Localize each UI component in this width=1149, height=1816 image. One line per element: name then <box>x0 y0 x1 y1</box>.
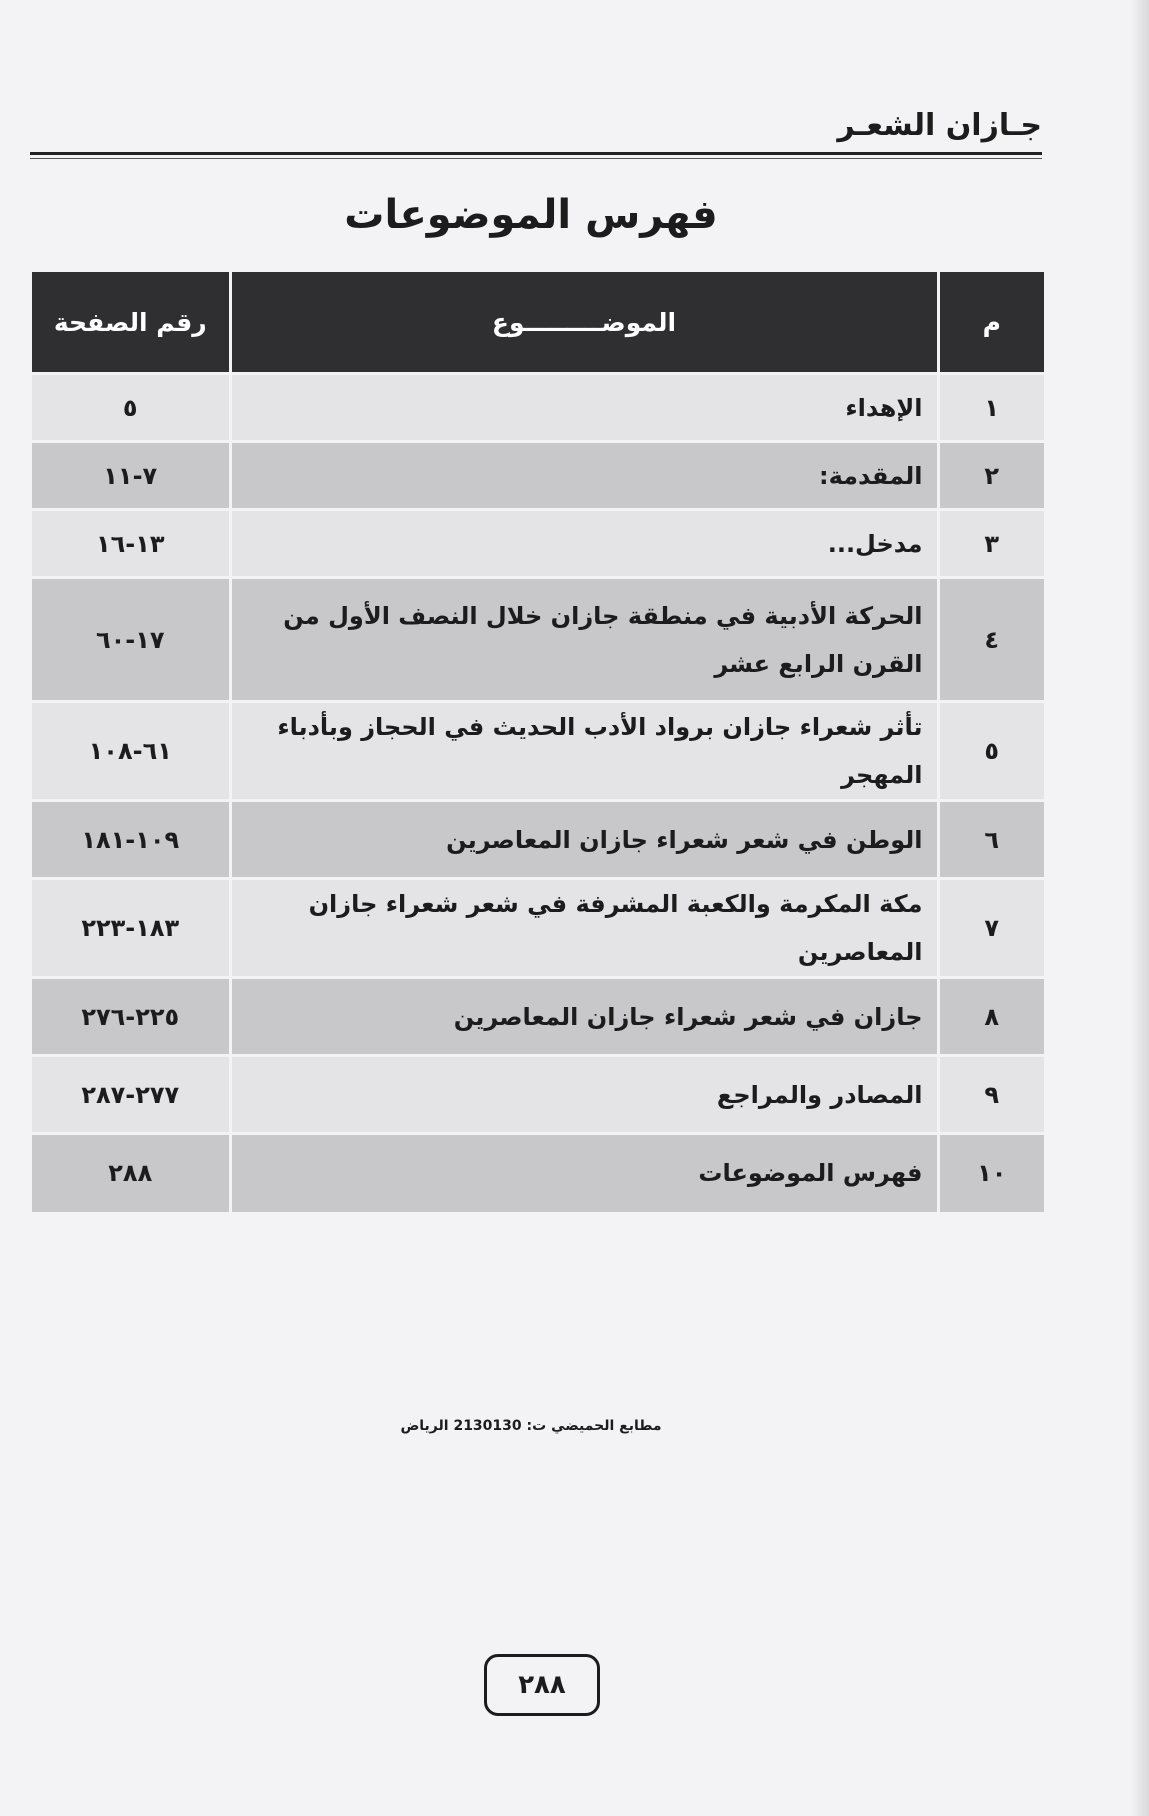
row-topic: الوطن في شعر شعراء جازان المعاصرين <box>230 801 938 879</box>
row-number: ٩ <box>938 1056 1044 1134</box>
table-row <box>32 374 1044 442</box>
table-row <box>32 801 1044 879</box>
row-topic: جازان في شعر شعراء جازان المعاصرين <box>230 978 938 1056</box>
table-row <box>32 442 1044 510</box>
printer-imprint: مطابع الحميضي ت: 2130130 الرياض <box>400 1418 662 1434</box>
row-pages: ١٨٣-٢٢٣ <box>32 879 230 978</box>
row-topic: تأثر شعراء جازان برواد الأدب الحديث في الحجاز وبأدباء المهجر <box>230 702 938 801</box>
row-pages: ٢٧٧-٢٨٧ <box>32 1056 230 1134</box>
table-row <box>32 1134 1044 1212</box>
toc-header-row <box>32 272 1044 374</box>
row-number: ٥ <box>938 702 1044 801</box>
row-number: ١ <box>938 374 1044 442</box>
column-header-number: م <box>938 272 1044 374</box>
page-number: ٢٨٨ <box>518 1670 566 1700</box>
row-pages: ٧-١١ <box>32 442 230 510</box>
table-row <box>32 702 1044 801</box>
row-pages: ١٠٩-١٨١ <box>32 801 230 879</box>
table-row <box>32 1056 1044 1134</box>
table-row <box>32 578 1044 702</box>
table-row <box>32 510 1044 578</box>
table-row <box>32 879 1044 978</box>
page-number-box <box>484 1654 600 1716</box>
row-pages: ٥ <box>32 374 230 442</box>
column-header-pages: رقم الصفحة <box>32 272 230 374</box>
row-number: ٨ <box>938 978 1044 1056</box>
row-number: ٤ <box>938 578 1044 702</box>
row-pages: ١٣-١٦ <box>32 510 230 578</box>
toc-table <box>32 272 1044 1212</box>
row-pages: ٢٨٨ <box>32 1134 230 1212</box>
toc-title: فهرس الموضوعات <box>344 192 718 238</box>
row-topic: مدخل... <box>230 510 938 578</box>
row-topic: الحركة الأدبية في منطقة جازان خلال النصف الأول من القرن الرابع عشر <box>230 578 938 702</box>
row-number: ٦ <box>938 801 1044 879</box>
row-number: ١٠ <box>938 1134 1044 1212</box>
row-topic: المصادر والمراجع <box>230 1056 938 1134</box>
running-title: جـازان الشعـر <box>837 108 1042 143</box>
row-number: ٢ <box>938 442 1044 510</box>
row-number: ٣ <box>938 510 1044 578</box>
header-rule-thin <box>30 158 1042 159</box>
row-pages: ٦١-١٠٨ <box>32 702 230 801</box>
row-pages: ٢٢٥-٢٧٦ <box>32 978 230 1056</box>
row-topic: مكة المكرمة والكعبة المشرفة في شعر شعراء جازان المعاصرين <box>230 879 938 978</box>
page-edge-shadow <box>1131 0 1149 1816</box>
header-rule-thick <box>30 152 1042 155</box>
row-pages: ١٧-٦٠ <box>32 578 230 702</box>
row-topic: الإهداء <box>230 374 938 442</box>
table-row <box>32 978 1044 1056</box>
row-number: ٧ <box>938 879 1044 978</box>
column-header-topic: الموضـــــــــوع <box>230 272 938 374</box>
row-topic: فهرس الموضوعات <box>230 1134 938 1212</box>
row-topic: المقدمة: <box>230 442 938 510</box>
